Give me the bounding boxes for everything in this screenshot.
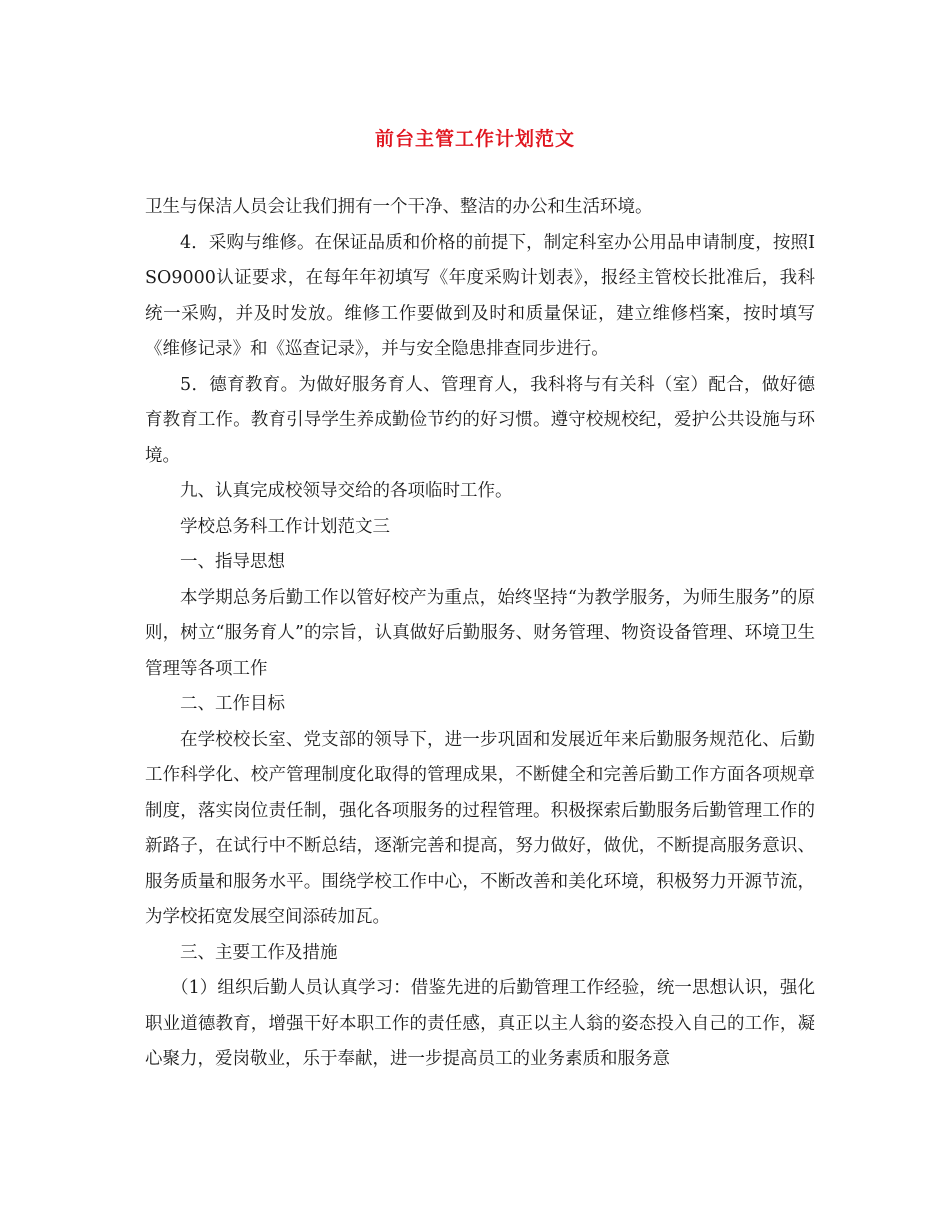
paragraph: 九、认真完成校领导交给的各项临时工作。 [180, 481, 513, 501]
paragraph: （1）组织后勤人员认真学习：借鉴先进的后勤管理工作经验，统一思想认识，强化职业道德教育，增强干好本职工作的责任感，真正以主人翁的姿态投入自己的工作，凝心聚力，爱岗敬业，乐于奉献，进一步提高员工的业务素质和服务意 [145, 978, 815, 1069]
document-title: 前台主管工作计划范文 [374, 128, 575, 150]
paragraph: 卫生与保洁人员会让我们拥有一个干净、整洁的办公和生活环境。 [145, 197, 653, 217]
paragraph: 三、主要工作及措施 [180, 942, 338, 963]
document-body [145, 190, 815, 1078]
paragraph: 学校总务科工作计划范文三 [180, 516, 390, 537]
paragraph: 5．德育教育。为做好服务育人、管理育人，我科将与有关科（室）配合，做好德育教育工作。教育引导学生养成勤俭节约的好习惯。遵守校规校纪，爱护公共设施与环境。 [145, 374, 815, 466]
paragraph: 4．采购与维修。在保证品质和价格的前提下，制定科室办公用品申请制度，按照ISO9000认证要求，在每年年初填写《年度采购计划表》，报经主管校长批准后，我科统一采购，并及时发放。维修工作要做到及时和质量保证，建立维修档案，按时填写《维修记录》和《巡查记录》，并与安全隐患排查同步进行。 [145, 232, 815, 359]
paragraph: 本学期总务后勤工作以管好校产为重点，始终坚持“为教学服务，为师生服务”的原则，树立“服务育人”的宗旨，认真做好后勤服务、财务管理、物资设备管理、环境卫生管理等各项工作 [145, 587, 815, 679]
paragraph: 二、工作目标 [180, 694, 285, 714]
paragraph: 在学校校长室、党支部的领导下，进一步巩固和发展近年来后勤服务规范化、后勤工作科学化、校产管理制度化取得的管理成果，不断健全和完善后勤工作方面各项规章制度，落实岗位责任制，强化各项服务的过程管理。积极探索后勤服务后勤管理工作的新路子，在试行中不断总结，逐渐完善和提高，努力做好，做优，不断提高服务意识、服务质量和服务水平。围绕学校工作中心，不断改善和美化环境，积极努力开源节流，为学校拓宽发展空间添砖加瓦。 [145, 729, 815, 927]
paragraph: 一、指导思想 [180, 552, 285, 572]
